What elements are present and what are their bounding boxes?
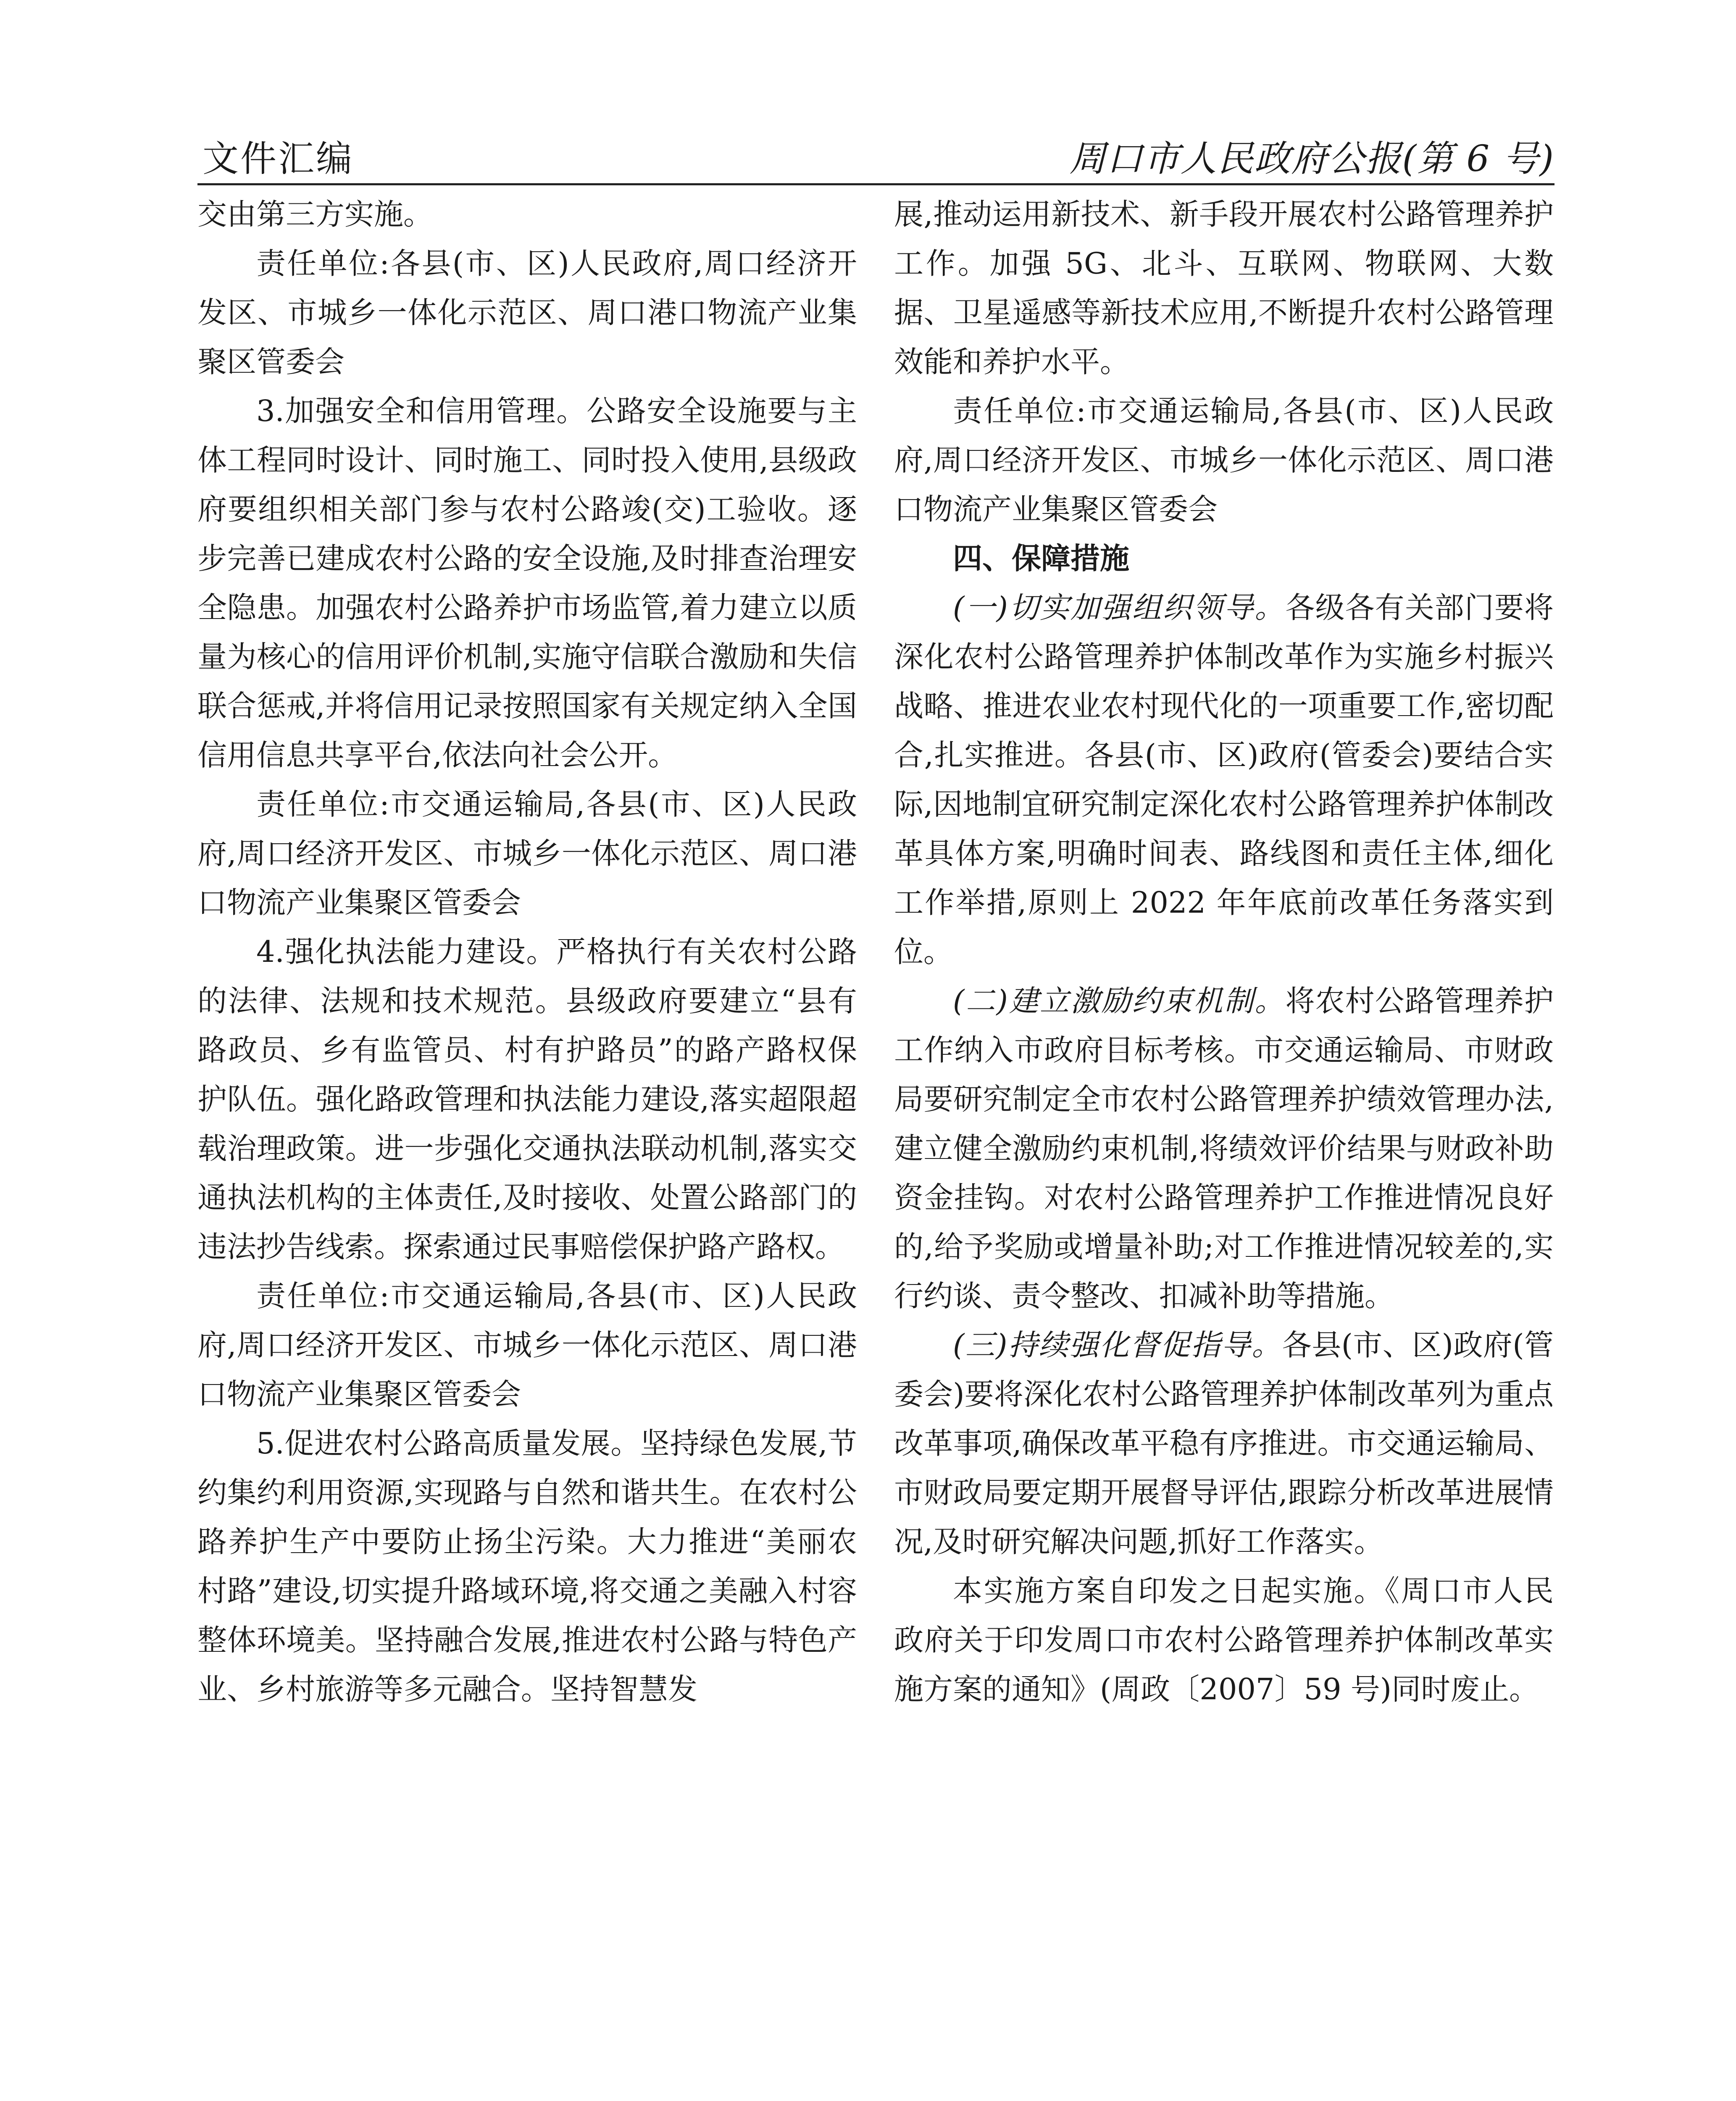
measure-title: (三)持续强化督促指导。 bbox=[953, 1328, 1282, 1362]
section-title: 文件汇编 bbox=[203, 138, 354, 180]
left-column bbox=[197, 190, 857, 2101]
publication-title: 周口市人民政府公报(第 6 号) bbox=[1069, 138, 1555, 180]
closing-paragraph: 本实施方案自印发之日起实施。《周口市人民政府关于印发周口市农村公路管理养护体制改革实施方案的通知》(周政〔2007〕59 号)同时废止。 bbox=[894, 1574, 1554, 1706]
responsible-unit: 责任单位:各县(市、区)人民政府,周口经济开发区、市城乡一体化示范区、周口港口物流产业集聚区管委会 bbox=[197, 246, 857, 379]
measure-title: (二)建立激励约束机制。 bbox=[953, 984, 1286, 1018]
section-heading: 四、保障措施 bbox=[953, 541, 1129, 576]
paragraph: 3.加强安全和信用管理。公路安全设施要与主体工程同时设计、同时施工、同时投入使用,县级政府要组织相关部门参与农村公路竣(交)工验收。逐步完善已建成农村公路的安全设施,及时排查治理安全隐患。加强农村公路养护市场监管,着力建立以质量为核心的信用评价机制,实施守信联合激励和失信联合惩戒,并将信用记录按照国家有关规定纳入全国信用信息共享平台,依法向社会公开。 bbox=[197, 394, 857, 772]
paragraph: 4.强化执法能力建设。严格执行有关农村公路的法律、法规和技术规范。县级政府要建立“县有路政员、乡有监管员、村有护路员”的路产路权保护队伍。强化路政管理和执法能力建设,落实超限超载治理政策。进一步强化交通执法联动机制,落实交通执法机构的主体责任,及时接收、处置公路部门的违法抄告线索。探索通过民事赔偿保护路产路权。 bbox=[197, 935, 857, 1264]
responsible-unit: 责任单位:市交通运输局,各县(市、区)人民政府,周口经济开发区、市城乡一体化示范区、周口港口物流产业集聚区管委会 bbox=[894, 394, 1554, 527]
responsible-unit: 责任单位:市交通运输局,各县(市、区)人民政府,周口经济开发区、市城乡一体化示范区、周口港口物流产业集聚区管委会 bbox=[197, 1279, 857, 1411]
paragraph: 5.促进农村公路高质量发展。坚持绿色发展,节约集约利用资源,实现路与自然和谐共生。在农村公路养护生产中要防止扬尘污染。大力推进“美丽农村路”建设,切实提升路域环境,将交通之美融入村容整体环境美。坚持融合发展,推进农村公路与特色产业、乡村旅游等多元融合。坚持智慧发 bbox=[197, 1426, 857, 1706]
paragraph: 交由第三方实施。 bbox=[197, 197, 433, 232]
measure-body: 将农村公路管理养护工作纳入市政府目标考核。市交通运输局、市财政局要研究制定全市农村公路管理养护绩效管理办法,建立健全激励约束机制,将绩效评价结果与财政补助资金挂钩。对农村公路管理养护工作推进情况良好的,给予奖励或增量补助;对工作推进情况较差的,实行约谈、责令整改、扣减补助等措施。 bbox=[894, 984, 1554, 1313]
right-column bbox=[894, 190, 1554, 2101]
responsible-unit: 责任单位:市交通运输局,各县(市、区)人民政府,周口经济开发区、市城乡一体化示范区、周口港口物流产业集聚区管委会 bbox=[197, 787, 857, 920]
measure-paragraph bbox=[894, 583, 1554, 977]
paragraph: 展,推动运用新技术、新手段开展农村公路管理养护工作。加强 5G、北斗、互联网、物联网、大数据、卫星遥感等新技术应用,不断提升农村公路管理效能和养护水平。 bbox=[894, 197, 1554, 379]
measure-title: (一)切实加强组织领导。 bbox=[953, 590, 1286, 625]
page-header bbox=[197, 126, 1555, 185]
measure-body: 各县(市、区)政府(管委会)要将深化农村公路管理养护体制改革列为重点改革事项,确保改革平稳有序推进。市交通运输局、市财政局要定期开展督导评估,跟踪分析改革进展情况,及时研究解决问题,抓好工作落实。 bbox=[894, 1328, 1554, 1559]
measure-paragraph bbox=[894, 977, 1554, 1321]
measure-body: 各级各有关部门要将深化农村公路管理养护体制改革作为实施乡村振兴战略、推进农业农村现代化的一项重要工作,密切配合,扎实推进。各县(市、区)政府(管委会)要结合实际,因地制宜研究制定深化农村公路管理养护体制改革具体方案,明确时间表、路线图和责任主体,细化工作举措,原则上 2022 年年底前改革任务落实到位。 bbox=[894, 590, 1554, 969]
measure-paragraph bbox=[894, 1321, 1554, 1567]
